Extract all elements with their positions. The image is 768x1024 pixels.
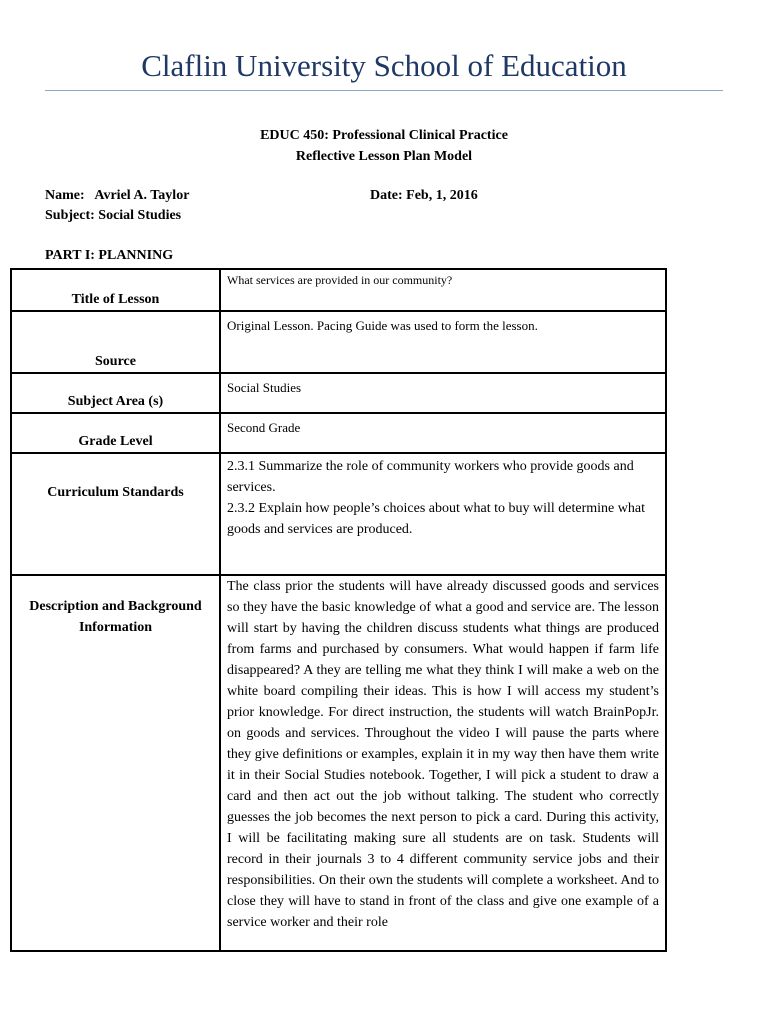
standard-2: 2.3.2 Explain how people’s choices about what to buy will determine what goods and services are produced.	[227, 501, 645, 537]
subject-label: Subject:	[45, 208, 95, 223]
description-value: The class prior the students will have already discussed goods and services so they have the basic knowledge of what a good and service are. The lesson will start by having the children discuss students what things are produced from farms and purchased by consumers. What would happen if farm life disappeared? A they are telling me what they think I will make a web on the white board compiling their ideas. This is how I will access my student’s prior knowledge. For direct instruction, the students will watch BrainPopJr. on goods and services. Throughout the video I will pause the parts where they give definitions or examples, explain it in my way then have them write it in their Social Studies notebook. Together, I will pick a student to draw a card and then act out the job without talking. The student who correctly guesses the job becomes the next person to pick a card. During this activity, I will be facilitating making sure all students are on task. Students will record in their journals 3 to 4 different community service jobs and their responsibilities. On their own the students will complete a worksheet. And to close they will have to stand in front of the class and give one example of a service worker and their role	[227, 579, 659, 930]
subject-area-value: Social Studies	[220, 373, 666, 413]
date-value: Feb, 1, 2016	[406, 188, 478, 203]
row-label	[11, 413, 220, 453]
name-field	[45, 188, 189, 204]
subject-value: Social Studies	[98, 208, 182, 223]
curriculum-standards-value	[220, 453, 666, 575]
name-label: Name:	[45, 188, 85, 203]
curriculum-standards-label: Curriculum Standards	[47, 485, 184, 500]
description-cell	[220, 575, 666, 951]
name-value: Avriel A. Taylor	[94, 188, 190, 203]
row-label	[11, 269, 220, 311]
grade-level-value: Second Grade	[220, 413, 666, 453]
date-label: Date:	[370, 188, 403, 203]
subject-field	[45, 208, 181, 224]
source-label: Source	[95, 354, 136, 369]
row-label	[11, 575, 220, 951]
table-row	[11, 575, 666, 951]
standard-1: 2.3.1 Summarize the role of community workers who provide goods and services.	[227, 459, 634, 495]
subject-area-label: Subject Area (s)	[67, 394, 164, 409]
title-of-lesson-value: What services are provided in our community?	[220, 269, 666, 311]
table-row	[11, 373, 666, 413]
table-row	[11, 311, 666, 373]
course-name: EDUC 450: Professional Clinical Practice	[260, 128, 508, 143]
row-label	[11, 373, 220, 413]
title-divider	[45, 90, 723, 91]
row-label	[11, 311, 220, 373]
date-field	[370, 188, 478, 204]
row-label	[11, 453, 220, 575]
document-title: Claflin University School of Education	[141, 48, 627, 83]
course-subtitle: Reflective Lesson Plan Model	[295, 149, 473, 164]
table-row	[11, 413, 666, 453]
source-value: Original Lesson. Pacing Guide was used to form the lesson.	[220, 311, 666, 373]
course-header	[0, 125, 768, 167]
table-row	[11, 269, 666, 311]
table-row	[11, 453, 666, 575]
title-of-lesson-label: Title of Lesson	[71, 292, 160, 307]
description-label: Description and Background Information	[29, 599, 202, 635]
lesson-plan-table	[10, 268, 667, 952]
grade-level-label: Grade Level	[78, 434, 153, 449]
part-heading: PART I: PLANNING	[45, 248, 174, 263]
